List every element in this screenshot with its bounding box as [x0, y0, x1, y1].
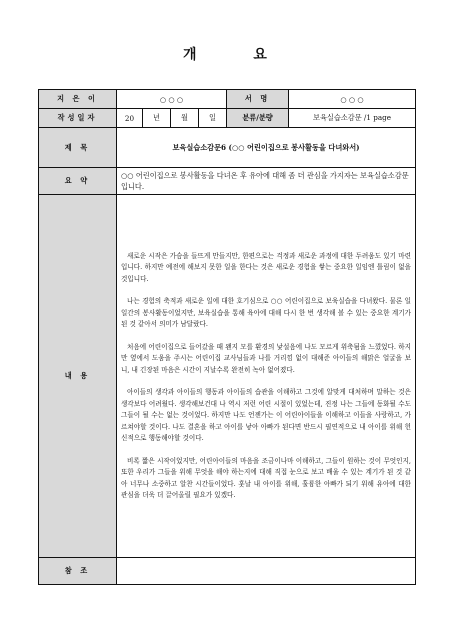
content-body — [117, 195, 416, 558]
subject-value: 보육실습소감문6 (○○ 어린이집으로 봉사활동을 다녀와서) — [117, 128, 416, 168]
date-label: 작성일자 — [39, 109, 117, 128]
date-month-unit: 월 — [171, 109, 199, 128]
seal-value: ○ ○ ○ — [289, 90, 416, 109]
category-value: 보육실습소감문 /1 page — [289, 109, 416, 128]
subject-label: 제 목 — [39, 128, 117, 168]
content-label: 내 용 — [39, 195, 117, 558]
author-row — [39, 90, 416, 109]
content-paragraph: 비록 짧은 시작이었지만, 어린아이들의 마음을 조금이나마 이해하고, 그들이 원하는 것이 무엇인지, 또한 우리가 그들을 위해 무엇을 해야 하는지에 대해 직접 눈으로 보고 배울 수 있는 계기가 된 것 같아 너무나 소중하고 알찬 시간들이었다. 훗날 내 아이를 위해, 훌륭한 아빠가 되기 위해 유아에 대한 관심을 더욱 더 끌어올릴 필요가 있겠다. — [121, 456, 412, 499]
reference-label: 참 조 — [39, 558, 117, 585]
seal-label: 서 명 — [227, 90, 289, 109]
author-label: 지 은 이 — [39, 90, 117, 109]
category-label: 분류/분량 — [227, 109, 289, 128]
date-year: 20 — [117, 109, 143, 128]
content-row — [39, 195, 416, 558]
summary-value: ○○ 어린이집으로 봉사활동을 다녀온 후 유아에 대해 좀 더 관심을 가지자는 보육실습소감문입니다. — [117, 168, 416, 195]
summary-form — [38, 89, 416, 585]
author-value: ○ ○ ○ — [117, 90, 227, 109]
reference-value — [117, 558, 416, 585]
date-row — [39, 109, 416, 128]
page-title: 개 요 — [183, 47, 293, 63]
date-year-unit: 년 — [143, 109, 171, 128]
reference-row — [39, 558, 416, 585]
summary-row — [39, 168, 416, 195]
subject-row — [39, 128, 416, 168]
content-paragraph: 새로운 시작은 가슴을 들뜨게 만들지만, 한편으로는 걱정과 새로운 과정에 대한 두려움도 있기 마련입니다. 하지만 예전에 해보지 못한 일을 한다는 것은 새로운 경험을 쌓는 중요한 일임엔 틀림이 없을 것입니다. — [121, 251, 412, 283]
content-paragraph: 처음에 어린이집으로 들어갔을 때 왠지 모를 환경의 낯설음에 나도 모르게 위축됨을 느꼈었다. 하지만 옆에서 도움을 주시는 어린이집 교사님들과 나를 거리낌 없이 대해준 아이들의 해맑은 얼굴을 보니, 내 긴장된 마음은 시간이 지날수록 완전히 녹아 없어졌다. — [121, 342, 412, 374]
date-day-unit: 일 — [199, 109, 227, 128]
content-paragraph: 나는 경험의 축적과 새로운 일에 대한 호기심으로 ○○ 어린이집으로 보육실습을 다녀왔다. 물론 일일간의 봉사활동이었지만, 보육실습을 통해 육아에 대해 다시 한 번 생각해 볼 수 있는 중요한 계기가 된 것 같아서 의미가 남달랐다. — [121, 297, 412, 328]
summary-label: 요 약 — [39, 168, 117, 195]
content-paragraph: 아이들의 생각과 아이들의 행동과 아이들의 습관을 이해하고 그것에 알맞게 대처하며 말하는 것은 생각보다 어려웠다. 생각해보건대 나 역시 저런 어린 시절이 있었는데, 진정 나는 그들에 동화될 수도 그들이 될 수는 없는 것이었다. 하지만 나도 언젠가는 이 어린아이들을 이해하고 이들을 사랑하고, 가르쳐야할 것이다. 나도 결혼을 하고 아이를 낳아 아빠가 된다면 반드시 필연적으로 내 아이를 위해 헌신적으로 행동해야할 것이다. — [121, 388, 412, 442]
